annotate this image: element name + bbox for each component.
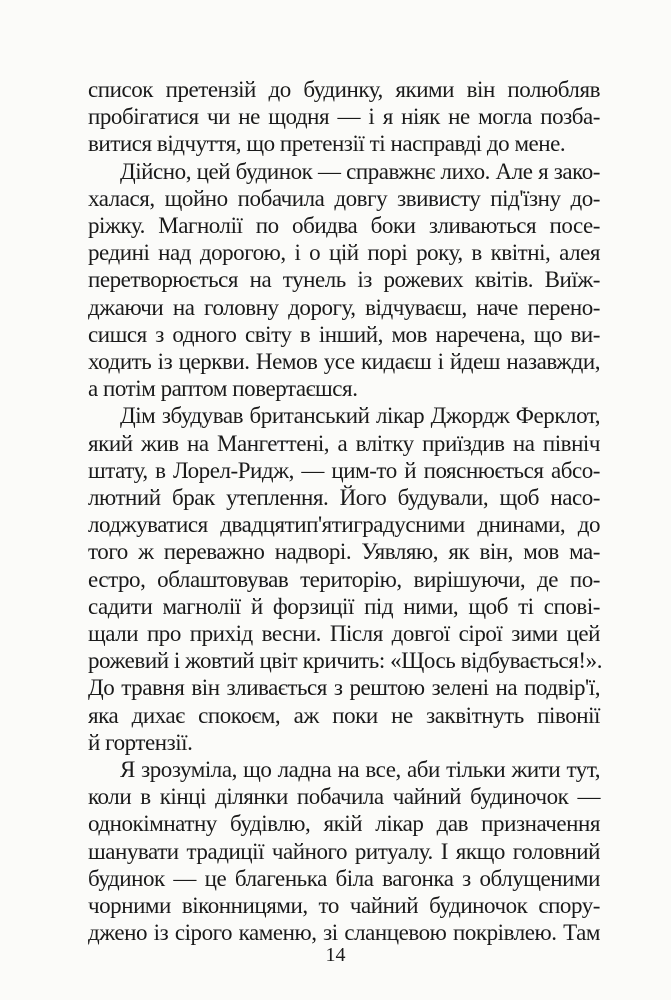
- body-text: [88, 76, 600, 947]
- text-line: який жив на Мангеттені, а влітку приїздив на північ: [88, 430, 600, 456]
- text-line: яка дихає спокоєм, аж поки не заквітнуть півонії: [88, 702, 600, 728]
- text-line: чорними віконницями, то чайний будиночок спору-: [88, 893, 600, 919]
- text-line: Дійсно, цей будинок — справжнє лихо. Але я зако-: [120, 158, 600, 184]
- text-line: садити магнолії й форзиції під ними, щоб ті спові-: [88, 593, 600, 619]
- text-line: Я зрозуміла, що ладна на все, аби тільки жити тут,: [120, 757, 600, 783]
- text-line: ходить із церкви. Немов усе кидаєш і йдеш назавжди,: [88, 349, 600, 375]
- paragraph: [88, 402, 600, 756]
- text-line: естро, облаштовував територію, вирішуючи, де по-: [88, 566, 600, 592]
- paragraph: [88, 756, 600, 946]
- text-line: штату, в Лорел-Ридж, — цим-то й пояснюється абсо-: [88, 457, 600, 483]
- text-line: список претензій до будинку, якими він полюбляв: [88, 77, 600, 102]
- text-line: а потім раптом повертаєшся.: [88, 376, 358, 402]
- text-line: лоджуватися двадцятип'ятиградусними днинами, до: [88, 512, 600, 538]
- text-line: шанувати традиції чайного ритуалу. І якщо головний: [88, 838, 600, 864]
- page-number: 14: [325, 944, 346, 966]
- text-line: До травня він зливається з рештою зелені на подвір'ї,: [88, 675, 600, 701]
- text-line: однокімнатну будівлю, якій лікар дав призначення: [88, 811, 600, 837]
- paragraph: [88, 76, 600, 158]
- text-line: сишся з одного світу в інший, мов наречена, що ви-: [88, 321, 600, 347]
- text-line: витися відчуття, що претензії ті насправді до мене.: [88, 131, 566, 157]
- text-line: халася, щойно побачила довгу звивисту під'їзну до-: [88, 185, 600, 211]
- text-line: джаючи на головну дорогу, відчуваєш, наче перено-: [88, 294, 600, 320]
- text-line: Дім збудував британський лікар Джордж Ферклот,: [120, 403, 600, 429]
- paragraph: [88, 158, 600, 403]
- text-line: того ж переважно надворі. Уявляю, як він, мов ма-: [88, 539, 600, 565]
- text-line: перетворюється на тунель із рожевих квітів. Виїж-: [88, 267, 600, 293]
- text-line: джено із сірого каменю, зі сланцевою покрівлею. Там: [88, 920, 600, 946]
- text-line: пробігатися чи не щодня — і я ніяк не могла позба-: [88, 104, 600, 130]
- text-line: лютний брак утеплення. Його будували, щоб насо-: [88, 485, 600, 511]
- text-line: рожевий і жовтий цвіт кричить: «Щось відбувається!».: [88, 648, 602, 674]
- text-line: будинок — це благенька біла вагонка з облущеними: [88, 865, 600, 891]
- text-line: редині над дорогою, і о цій порі року, в квітні, алея: [88, 240, 600, 266]
- text-line: й гортензії.: [88, 729, 193, 755]
- text-line: ріжку. Магнолії по обидва боки зливаються посе-: [88, 213, 600, 239]
- text-line: коли в кінці ділянки побачила чайний будиночок —: [88, 784, 600, 810]
- text-line: щали про прихід весни. Після довгої сірої зими цей: [88, 621, 600, 647]
